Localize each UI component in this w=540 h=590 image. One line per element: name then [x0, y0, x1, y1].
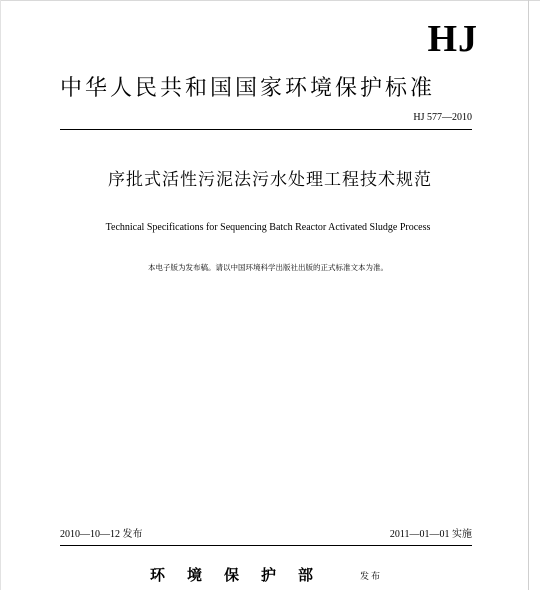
issue-date: 2010—10—12 发布: [60, 529, 143, 540]
page-right-edge: [528, 0, 529, 590]
page-top-edge: [0, 0, 540, 1]
document-title-chinese: 序批式活性污泥法污水处理工程技术规范: [108, 170, 432, 190]
effective-date: 2011—01—01 实施: [389, 529, 472, 540]
standard-category-title: 中华人民共和国国家环境保护标准: [60, 76, 436, 101]
issuing-authority-suffix: 发布: [360, 572, 383, 582]
issuing-authority: 环境保护部: [150, 566, 336, 584]
electronic-version-notice: 本电子版为发布稿。请以中国环境科学出版社出版的正式标准文本为准。: [148, 263, 388, 272]
document-title-english: Technical Specifications for Sequencing Batch Reactor Activated Sludge Process: [105, 222, 431, 233]
page-left-edge: [0, 0, 1, 590]
standard-logo: HJ: [427, 18, 478, 60]
standard-code: HJ 577—2010: [413, 112, 472, 123]
footer-divider: [60, 545, 472, 546]
header-divider: [60, 129, 472, 130]
